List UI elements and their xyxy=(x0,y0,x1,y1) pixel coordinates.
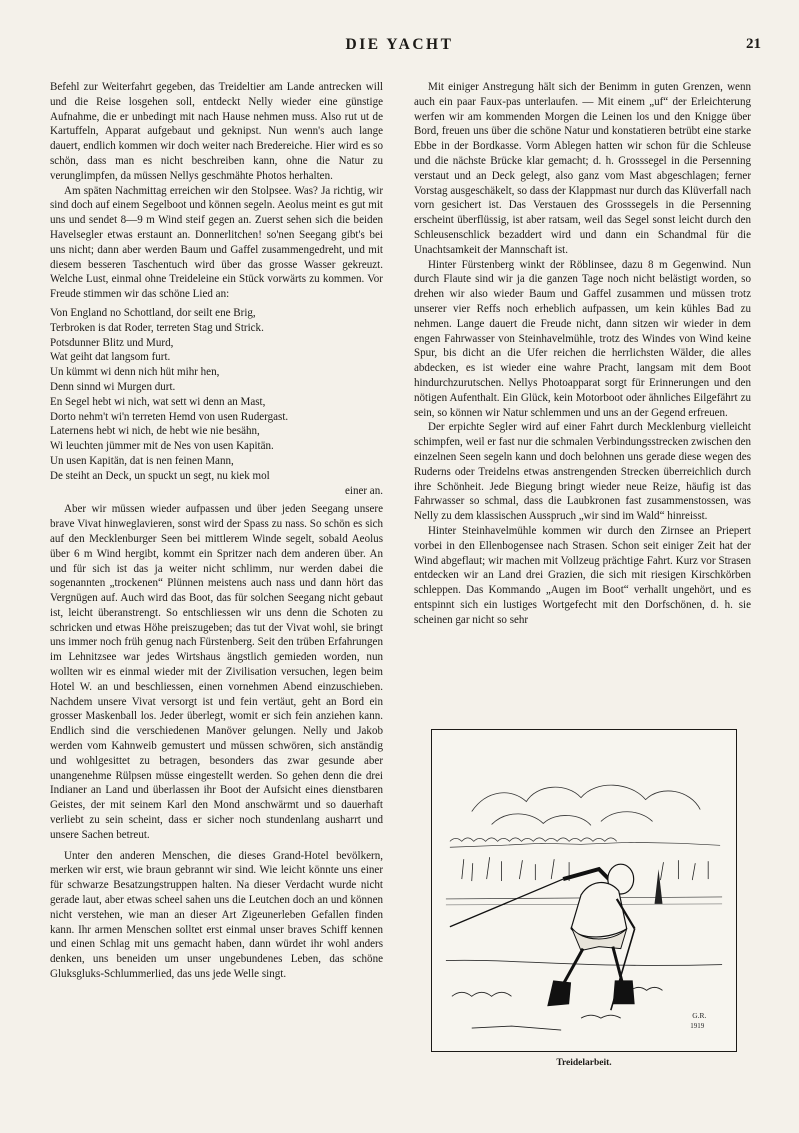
running-head xyxy=(0,36,799,58)
paragraph: Am späten Nachmittag erreichen wir den Stolpsee. Was? Ja richtig, wir sind doch auf einem Segelboot und können segeln. Aeolus meint es gut mit uns und sendet 8—9 m Wind steif gegen an. Zuerst sehen sich die beiden Havelsegler etwas erstaunt an. Donnerlitchen! so'nen Seegang gibt's bei uns nicht; dann aber werden Baum und Gaffel zusammengedreht, und mit diesem besseren Taschentuch wird über das grosse Wasser gekreuzt. Welche Lust, einmal ohne Treideleine ein Stück vorwärts zu kommen. Vor Freude stimmen wir das schöne Lied an: xyxy=(50,184,383,301)
verse-line: De steiht an Deck, un spuckt un segt, nu kiek mol xyxy=(50,469,270,482)
right-column xyxy=(414,80,751,627)
left-column xyxy=(50,80,383,982)
journal-title: DIE YACHT xyxy=(345,36,454,53)
verse-line: Denn sinnd wi Murgen durt. xyxy=(50,380,176,393)
verse-line: Wi leuchten jümmer mit de Nes von usen Kapitän. xyxy=(50,440,274,453)
paragraph: Befehl zur Weiterfahrt gegeben, das Treideltier am Lande antrecken will und die Reise losgehen soll, entdeckt Nelly wieder eine günstige Aufnahme, die er unbedingt mit nach Hause nehmen muss. Also rut ut de Kartuffeln, Apparat aufgebaut und geknipst. Nun wenn's auch lange dauert, endlich kommen wir doch weiter nach Bredereiche. Hier wird es so schön, dass man es nicht beschreiben kann, ohne die Natur zu verunglimpfen, da müssen Nellys geschmähte Photos herhalten. xyxy=(50,81,383,182)
verse-line: Dorto nehm't wi'n terreten Hemd von usen Rudergast. xyxy=(50,410,289,423)
artist-year: 1919 xyxy=(690,1022,705,1031)
figure-caption: Treidelarbeit. xyxy=(556,1058,612,1068)
illustration-frame xyxy=(431,729,737,1052)
song-verse xyxy=(50,306,383,498)
verse-line: Von England no Schottland, dor seilt ene Brig, xyxy=(50,306,256,319)
verse-line: En Segel hebt wi nich, wat sett wi denn an Mast, xyxy=(50,395,266,408)
verse-line: Un kümmt wi denn nich hüt mihr hen, xyxy=(50,366,220,379)
verse-line: Potsdunner Blitz und Murd, xyxy=(50,336,174,349)
paragraph: Der erpichte Segler wird auf einer Fahrt durch Mecklenburg vielleicht schimpfen, weil er fast nur die schmalen Verbindungsstrecken zwischen den einzelnen Seen segeln kann und doch belohnen uns gerade diese wegen des Ruderns oder Treidelns etwas anstrengenden Strecken überreichlich durch ihre Schönheit. Jede Biegung bringt wieder neue Reize, häufig ist das Fahrwasser so schmal, dass die Laubkronen fast zusammenstossen, was Nelly zu dem klassischen Ausspruch „wir sind im Wald“ hinreisst. xyxy=(414,421,751,523)
verse-line: Un usen Kapitän, dat is nen feinen Mann, xyxy=(50,454,234,467)
paragraph: Unter den anderen Menschen, die dieses Grand-Hotel bevölkern, merken wir erst, wie braun gebrannt wir sind. Wie leicht könnte uns einer für schwarze Besatzungstruppen halten. Na dieser Verdacht wurde nicht gerade laut, aber etwas scheel sahen uns die Leutchen doch an und können nicht verstehen, wie man an dieser Art Zigeunerleben Gefallen finden kann. Ihr armen Menschen solltet erst einmal unser braves Schiff kennen und einen Schlag mit uns gemacht haben, dann würdet ihr wohl anders denken, uns beneiden um unser ungebundenes Leben, das schöne Gluksgluks-Schlummerlied, das uns jede Welle singt. xyxy=(50,849,383,981)
towing-man-illustration xyxy=(432,730,736,1051)
paragraph: Mit einiger Anstregung hält sich der Benimm in guten Grenzen, wenn auch ein paar Faux-pas unterlaufen. — Mit einem „uf“ der Erleichterung werfen wir am kommenden Morgen die Leinen los und den Knigge über Bord, freuen uns über die schöne Natur und konstatieren betrübt eine starke Ebbe in der Bordkasse. Vorm Ablegen hatten wir schon für die Schleuse und die nächste Brücke klar gemacht; d. h. Grosssegel in die Persenning verstaut und an Deck gelegt, also ganz vom Mast abgeschlagen; ferner Vorstag ausgeschäkelt, so dass der Klappmast nur durch das Klüverfall nach vorn gesichert ist. Das Verstauen des Grosssegels in die Persenning erscheint überflüssig, ist aber ratsam, weil das Segel sonst leicht durch den Schleusenschlick bezaddert wird und dann ein Schandmal für die Unachtsamkeit der Mannschaft ist. xyxy=(414,81,751,256)
verse-line: Laternens hebt wi nich, de hebt wie nie besähn, xyxy=(50,425,260,438)
paragraph: Aber wir müssen wieder aufpassen und über jeden Seegang unsere brave Vivat hinweglavieren, sonst wird der Spass zu nass. So schön es sich auf den Mecklenburger Seen bei mittlerem Winde segelt, sobald Aeolus über 6 m Wind hergibt, kommt ein Spritzer nach dem anderen über. An und für sich ist das ja weiter nicht schlimm, nur werden dabei die sogenannten „trockenen“ Plünnen meistens auch nass und dann hört das Vergnügen auf. Auch wird das Boot, das für solchen Seegang nicht gebaut ist, leicht überanstrengt. So entschliessen wir uns denn die Schoten zu schricken und etwas Höhe preiszugeben; das tut der Vivat wohl, sie bringt uns immer noch früh genug nach Fürstenberg. Seit den trüben Erfahrungen im Lehnitzsee war jedes Wirtshaus ängstlich gemieden worden, nun wollten wir es einmal wieder mit der Zivilisation versuchen, legen beim Hotel W. an und beschliessen, einen vornehmen Abend einzuschieben. Nachdem unsere Vivat versorgt ist und fein vertäut, geht an Bord ein grosser Maskenball los. Jeder überlegt, womit er sich fein anziehen kann. Endlich sind die verschiedenen Manöver gelungen. Nelly und Jakob werden vom Kahnweib gemustert und müssen schwören, sich anständig und wohlgesittet zu betragen, besonders das zwar gesunde aber unangenehme Rülpsen müsse eingestellt werden. So gehen denn die drei Indianer an Land und überlassen ihr Boot der Aufsicht eines dienstbaren Geistes, der mit seinem Karl den Mond anschwärmt und so dauerhaft verliebt zu sein scheint, dass er sicher noch stundenlang ausharrt und unsere Sachen betreut. xyxy=(50,503,383,841)
page-number: 21 xyxy=(746,36,761,52)
verse-line: einer an. xyxy=(344,484,383,497)
verse-line: Terbroken is dat Roder, terreten Stag und Strick. xyxy=(50,321,264,334)
paragraph: Hinter Steinhavelmühle kommen wir durch den Zirnsee an Priepert vorbei in den Ellenbogensee nach Strasen. Schon seit einiger Zeit hat der Wind abgeflaut; wir machen mit Vollzeug prächtige Fahrt. Kurz vor Strasen entdecken wir an Land drei Grazien, die sich mit riesigen Kirschkörben schleppen. Das Kommando „Augen im Boot“ verhallt ungehört, und es entspinnt sich ein lustiges Wortgefecht mit den Dorfschönen, d. h. sie scheinen gar nicht so sehr xyxy=(414,524,751,626)
verse-line: Wat geiht dat langsom furt. xyxy=(50,351,171,364)
artist-monogram: G.R. xyxy=(692,1011,707,1021)
paragraph: Hinter Fürstenberg winkt der Röblinsee, dazu 8 m Gegenwind. Nun durch Flaute sind wir ja die ganzen Tage noch nicht belästigt worden, so drehen wir also wieder Baum und Gaffel zusammen und müssen trotz unserer vier Reffs noch erheblich aufpassen, um kein kühles Bad zu nehmen. Lange dauert die Freude nicht, dann sitzen wir wieder in dem engen Fahrwasser von Steinhavelmühle, trotz des Windes von Wind keine Spur, bis dicht an die Ufer reichen die herrlichsten Wälder, die alles abdecken, es ist wieder eine wahre Pracht, langsam mit dem Boot hindurchzurutschen. Nellys Photoapparat sorgt für Erinnerungen und den nötigen Aufenthalt. Ein Glück, kein Motorboot oder ähnliches Eilgefährt zu sein, so können wir Natur schlemmen und uns an der Gegend erfreuen. xyxy=(414,258,751,419)
